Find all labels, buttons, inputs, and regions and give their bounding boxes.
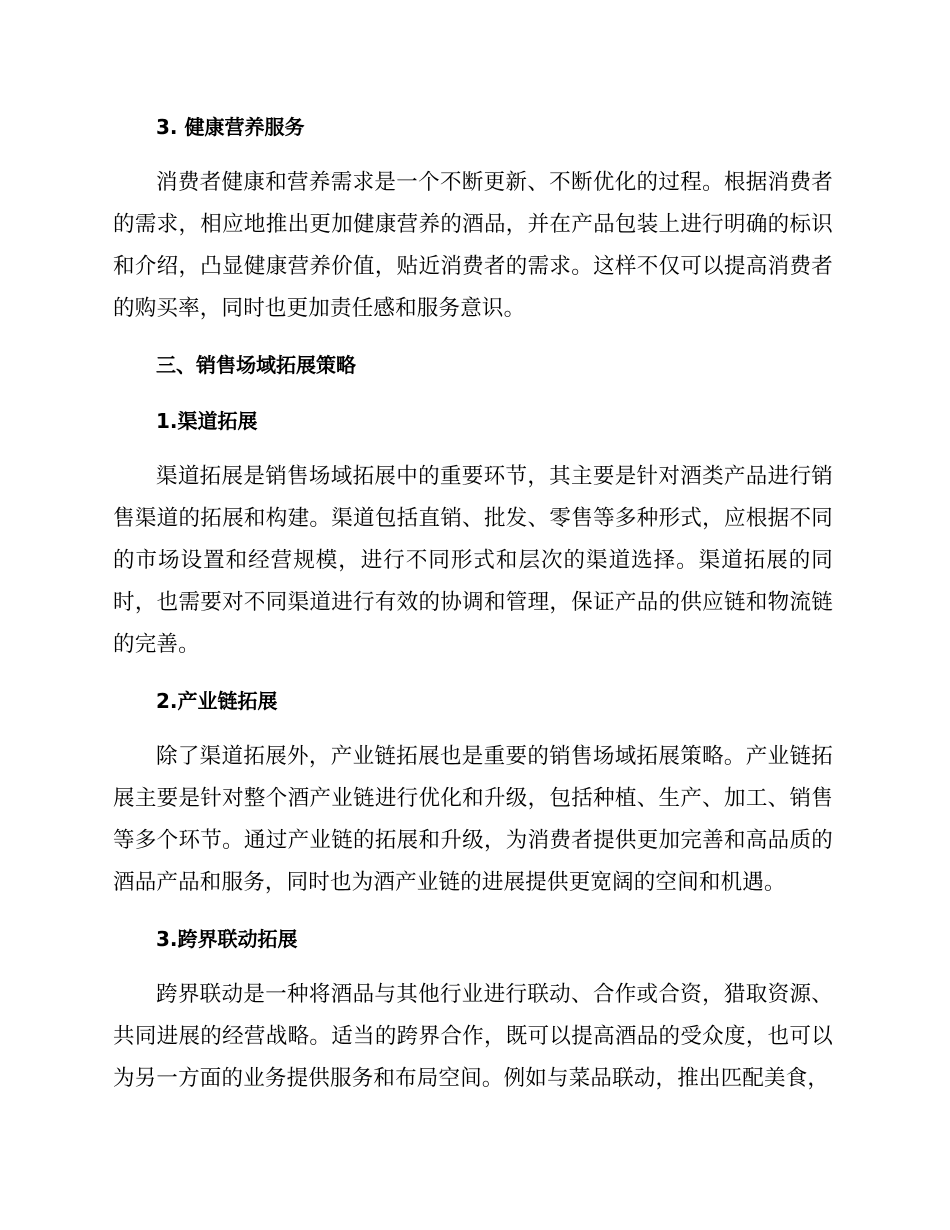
paragraph-industry-chain: 除了渠道拓展外，产业链拓展也是重要的销售场域拓展策略。产业链拓展主要是针对整个酒产业链进行优化和升级，包括种植、生产、加工、销售等多个环节。通过产业链的拓展和升级，为消费者提供更加完善和高品质的酒品产品和服务，同时也为酒产业链的进展提供更宽阔的空间和机遇。 xyxy=(113,744,833,895)
document-body xyxy=(113,106,833,1100)
section-heading-channel-expansion: 1.渠道拓展 xyxy=(156,409,258,433)
section-heading-crossover: 3.跨界联动拓展 xyxy=(156,927,298,951)
chapter-heading-sales-expansion: 三、销售场域拓展策略 xyxy=(156,353,356,377)
section-heading-industry-chain: 2.产业链拓展 xyxy=(156,689,278,713)
paragraph-crossover: 跨界联动是一种将酒品与其他行业进行联动、合作或合资，猎取资源、共同进展的经营战略。适当的跨界合作，既可以提高酒品的受众度，也可以为另一方面的业务提供服务和布局空间。例如与菜品联动，推出匹配美食， xyxy=(113,982,833,1091)
paragraph-health-nutrition: 消费者健康和营养需求是一个不断更新、不断优化的过程。根据消费者的需求，相应地推出更加健康营养的酒品，并在产品包装上进行明确的标识和介绍，凸显健康营养价值，贴近消费者的需求。这样不仅可以提高消费者的购买率，同时也更加责任感和服务意识。 xyxy=(113,170,833,321)
paragraph-channel-expansion: 渠道拓展是销售场域拓展中的重要环节，其主要是针对酒类产品进行销售渠道的拓展和构建。渠道包括直销、批发、零售等多种形式，应根据不同的市场设置和经营规模，进行不同形式和层次的渠道选择。渠道拓展的同时，也需要对不同渠道进行有效的协调和管理，保证产品的供应链和物流链的完善。 xyxy=(113,464,833,657)
section-heading-health-nutrition: 3. 健康营养服务 xyxy=(156,115,305,139)
